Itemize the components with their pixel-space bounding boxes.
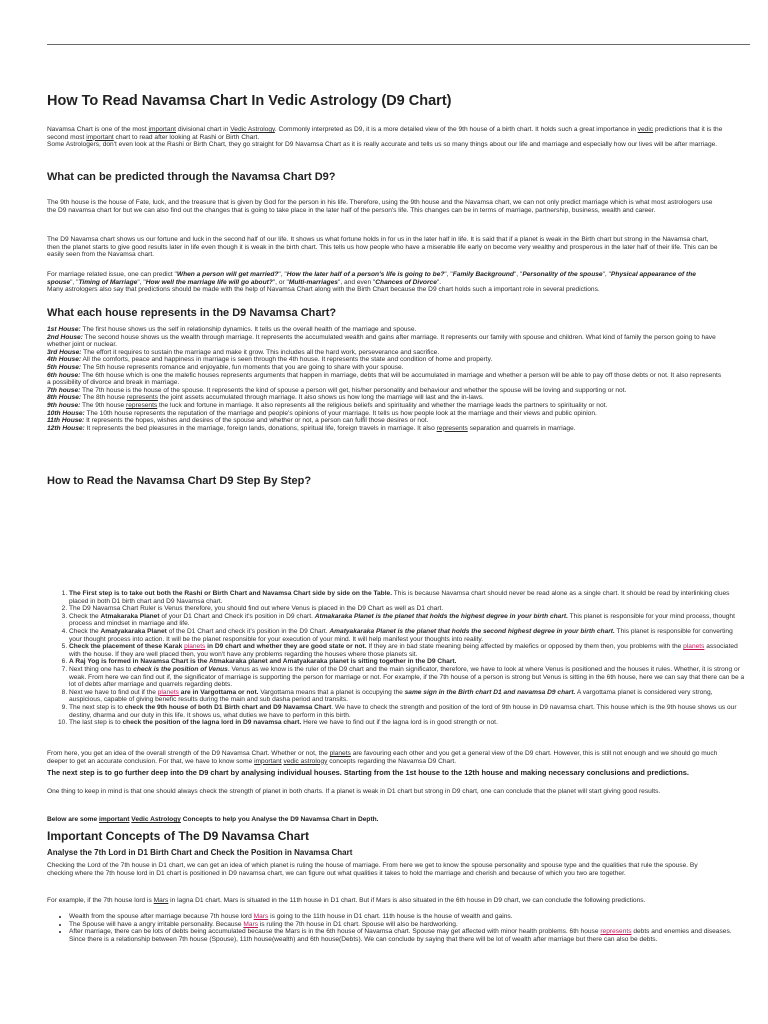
house-text: The 7th house is the house of the spouse. It represents the kind of spouse a person will get, his/her personality and behaviour and whether the spouse will be loving and supporting or not. [80, 386, 627, 394]
intro-text: chart to read after looking at Rashi or Birth Chart. [113, 133, 260, 141]
house-label: 6th house: [47, 371, 81, 379]
step-text: of your D1 Chart and Check it's position in D9 chart. [159, 612, 315, 620]
text: Below are some [47, 816, 100, 823]
step-10 [69, 719, 745, 727]
paragraph-example-mars [47, 897, 723, 905]
step-text: A vargottama planet is considered very strong, auspicious, capable of giving benefic results during the main and sub dasha period and transits. [69, 688, 713, 704]
link-important-2[interactable]: important [86, 133, 114, 141]
link-vedic-astrology[interactable]: Vedic Astrology [131, 816, 181, 823]
house-text: The second house shows us the wealth through marriage. It represents the accumulated wealth and gains after marriage. It represents our family with spouse and children. What kind of family the person going to have whether joint or nuclear. [47, 333, 716, 349]
step-text: Vargottama means that a planet is occupying the [258, 688, 405, 696]
step-9 [69, 704, 745, 719]
step-bold-italic: same sign in the Birth chart D1 and navamsa D9 chart. [404, 688, 576, 696]
house-label: 2nd House: [47, 333, 83, 341]
house-label: 4th House: [47, 356, 82, 364]
text: Wealth from the spouse after marriage because 7th house lord [69, 913, 254, 920]
link-planets[interactable]: planets [329, 750, 351, 757]
paragraph-marriage-issues: For marriage related issue, one can predict "When a person will get married?", "How the later half of a person's life is going to be?", "Family Background", "Personality of the spouse", "Physical appearance of the spouse", "Timing of Marriage", "How well the marriage life will go about?", or "Multi-marriages", and even "Chances of Divorce". Many astrologers also say that predictions should be made with the help of Navamsa Chart along with the Birth Chart because the D9 chart holds such a important role in several predictions. [47, 271, 696, 294]
paragraph-below-concepts [47, 816, 723, 824]
text: in lagna D1 chart. Mars is situated in the 11th house in D1 chart. But if Mars is also situated in the 6th house in D9 chart, we can conclude the following predictions. [168, 897, 646, 904]
step-bold: check is the position of Venus [133, 665, 228, 673]
link-important[interactable]: important [148, 126, 177, 133]
step-bold: A Raj Yog is formed in Navamsa Chart is the Atmakaraka planet and Amatyakaraka planet is sitting together in the D9 Chart. [69, 658, 457, 666]
link-mars[interactable]: Mars [253, 913, 269, 920]
house-label: 8th House: [47, 394, 82, 402]
question: Family Background [452, 271, 514, 278]
question: When a person will get married? [176, 271, 279, 278]
house-label: 7th house: [47, 386, 81, 394]
house-label: 5th House: [47, 363, 82, 371]
text: Many astrologers also say that predictions should be made with the help of Navamsa Chart along with the Birth Chart because the D9 chart holds such a important role in several predictions. [47, 286, 600, 294]
step-bold: in D9 chart and whether they are good state or not. [205, 643, 367, 651]
link-represents[interactable]: represents [436, 424, 468, 432]
link-mars[interactable]: Mars [153, 897, 169, 904]
link-planets[interactable]: planets [157, 688, 179, 696]
intro-text-2: Some Astrologers, don't even look at the Rashi or Birth Chart, they go straight for D9 Navamsa Chart as it is really accurate and tells us so many things about our life and marriage and especially how our lives will be after marriage. [47, 141, 718, 149]
section-heading-houses: What each house represents in the D9 Navamsa Chart? [47, 307, 337, 319]
house-label: 1st House: [47, 326, 81, 333]
step-text: Check the [69, 612, 101, 620]
intro-text: Navamsa Chart is one of the most [47, 126, 149, 133]
house-text: The 8th house [81, 394, 127, 402]
paragraph-7th-lord: Checking the Lord of the 7th house in D1 chart, we can get an idea of which planet is ruling the house of marriage. From here we get to know the spouse personality and spouse type and the qualities that rule the spouse. By checking where the 7th house lord in D1 chart is positioned in D9 navamsa chart, we can figure out what qualities it takes to hold the marriage and cherish and because of which you two are together. [47, 862, 698, 877]
link-planets[interactable]: planets [184, 643, 206, 651]
page-title: How To Read Navamsa Chart In Vedic Astrology (D9 Chart) [47, 93, 452, 109]
step-text: associated with the house. If they are well placed then, you won't have any problems regarding the houses where those planets sit. [69, 643, 738, 658]
house-2 [47, 334, 723, 349]
question: Chances of Divorce [375, 278, 437, 286]
link-represents[interactable]: represents [600, 928, 632, 936]
house-text: The 10th house represents the reputation of the marriage and people's opinions of your marriage. It tells us how people look at the marriage and their views and public opinion. [84, 409, 597, 417]
house-text: It represents the hopes, wishes and desires of the spouse and whether or not, a person can fulfil those desires or not. [84, 417, 429, 425]
house-label: 9th house: [47, 401, 81, 409]
house-8 [47, 394, 723, 402]
house-12 [47, 425, 723, 433]
step-bold: The First step is to take out both the Rashi or Birth Chart and Navamsa Chart side by side on the Table. [69, 590, 393, 597]
house-label: 10th House: [47, 409, 85, 417]
section-heading-predict: What can be predicted through the Navamsa Chart D9? [47, 171, 336, 183]
house-text: The 5th house represents romance and enjoyable, fun moments that you are going to share with your spouse. [81, 363, 404, 371]
house-text: All the comforts, peace and happiness in marriage is seen through the 4th house. It represents the state and condition of home and property. [81, 356, 493, 364]
house-10 [47, 410, 723, 418]
house-text: The 9th house [80, 401, 127, 409]
step-6 [69, 658, 745, 666]
house-label: 12th House: [47, 424, 85, 432]
house-text: separation and quarrels in marriage. [467, 424, 576, 432]
house-9 [47, 402, 723, 410]
prediction-2 [69, 921, 745, 929]
link-vedic-astrology[interactable]: Vedic Astrology [230, 126, 275, 133]
house-text: It represents the bed pleasures in the marriage, foreign lands, donations, spiritual life, foreign travels in marriage. It also [84, 424, 437, 432]
text: are favouring each other and you get a general view of the D9 chart. However, this is still not enough and we should go much deeper to get an accurate conclusion. For that, we have to know some [47, 750, 718, 765]
question: Multi-marriages [288, 278, 338, 286]
step-text: The D9 Navamsa Chart Ruler is Venus therefore, you should find out where Venus is placed in the D9 Chart as well as D1 chart. [69, 605, 444, 613]
question: Personality of the spouse [522, 271, 603, 278]
step-text: If they are in bad state meaning being affected by malefics or opposed by them then, you problems with the [366, 643, 684, 651]
text: From here, you get an idea of the overall strength of the D9 Navamsa Chart. Whether or not, the [47, 750, 330, 757]
house-text: the joint assets accumulated through marriage. It also shows us how long the marriage will last and the in-laws. [157, 394, 484, 402]
step-4 [69, 628, 745, 643]
house-text: The 6th house which is one the malefic houses represents arguments that happen in marriage, debts that will be accumulated in marriage and whether a person will be able to pay off those debts or not. It also represents a possibility of divorce and break in marriage. [47, 371, 722, 387]
link-vedic[interactable]: vedic [637, 126, 654, 133]
text: After marriage, there can be lots of debts being accumulated because the Mars is in the 6th house of Navamsa chart. Spouse may get affected with minor health problems. 6th house [69, 928, 601, 936]
paragraph-next-step: The next step is to go further deep into the D9 chart by analysing individual houses. Starting from the 1st house to the 12th house and making necessary conclusions and predictions. [47, 768, 689, 777]
step-bold: are in Vargottama or not. [178, 688, 259, 696]
house-label: 11th House: [47, 417, 85, 425]
text: concepts regarding the Navamsa D9 Chart. [327, 757, 457, 765]
section-heading-step-by-step: How to Read the Navamsa Chart D9 Step By Step? [47, 475, 312, 487]
step-bold: check the 9th house of both D1 Birth chart and D9 Navamsa Chart [124, 703, 332, 711]
step-8 [69, 689, 745, 704]
step-7 [69, 666, 745, 689]
question: How the later half of a person's life is going to be? [286, 271, 445, 278]
step-text: The next step is to [69, 703, 125, 711]
section-heading-important-concepts: Important Concepts of The D9 Navamsa Chart [47, 829, 310, 843]
text: debts and enemies and diseases. Since there is a relationship between 7th house (Spouse), 11th house(wealth) and 6th house(Debts). We can conclude by saying that there will be lot of wealth after marriage but there can also be debts. [69, 928, 732, 943]
steps-list [47, 590, 745, 727]
link-planets[interactable]: planets [683, 643, 705, 651]
step-text: This planet is responsible for converting your thought process into action. It will be the planet responsible for your execution of your mind. It will help manifest your thoughts into reality. [69, 627, 733, 643]
step-bold: Check the placement of these Karak [69, 643, 185, 651]
text: Concepts to help you Analyse the D9 Navamsa Chart in Depth. [180, 816, 379, 823]
text: For marriage related issue, one can predict " [47, 271, 177, 278]
intro-text: divisional chart in [176, 126, 231, 133]
step-text: This is because Navamsa chart should never be read alone as a single chart. It should be read by interlinking clues placed in both D1 birth chart and D9 Navamsa chart. [69, 590, 730, 605]
house-label: 3rd House: [47, 348, 82, 356]
prediction-1 [69, 913, 745, 921]
step-text: . We have to check the strength and position of the lord of 9th house in D9 navamsa chart. This house which is the 9th house shows us our destiny, dharma and our duty in this life. It shows us, what duties we have to perform in this birth. [69, 703, 737, 719]
house-text: the luck and fortune in marriage. It also represents all the religious beliefs and spirituality and whether the marriage leads the partners to spirituality or not. [157, 401, 608, 409]
step-text: . Venus as we know is the ruler of the D9 chart and the main significator, therefore, we have to look at where Venus is positioned and the houses it rules. Whether, it is strong or weak. From here we can find out if, the significator of marriage is supporting the person for marriage or not. For example, if the 7th house of a person is strong but Venus is sitting in the 6th house, here we can say that there can be a lot of debts after marriage and quarrels regarding debts. [69, 665, 745, 689]
step-3 [69, 613, 745, 628]
house-5 [47, 364, 723, 372]
step-text: Next we have to find out if the [69, 688, 158, 696]
paragraph-one-thing: One thing to keep in mind is that one should always check the strength of planet in both charts. If a planet is weak in D1 chart but strong in D9 chart, one can conclude that the planet will start giving good results. [47, 788, 661, 795]
step-text: Next thing one has to [69, 665, 134, 673]
link-important[interactable]: important [254, 757, 282, 765]
house-text: The effort it requires to sustain the marriage and make it grow. This includes all the hard work, perseverance and sacrifice. [81, 348, 440, 356]
step-bold: check the position of the lagna lord in D9 navamsa chart. [122, 719, 302, 727]
step-text: Here we have to find out if the lagna lord is in good strength or not. [301, 719, 498, 727]
prediction-3 [69, 928, 745, 943]
house-text: The first house shows us the self in relationship dynamics. It tells us the overall health of the marriage and spouse. [80, 326, 417, 333]
text: For example, if the 7th house lord is [47, 897, 154, 904]
step-1 [69, 590, 745, 605]
link-mars[interactable]: Mars [243, 920, 258, 928]
text: is going to the 11th house in D1 chart. 11th house is the house of wealth and gains. [268, 913, 513, 920]
house-1 [47, 326, 723, 334]
question: Physical appearance of the spouse [47, 271, 696, 286]
link-vedic-astrology[interactable]: vedic astrology [283, 757, 328, 765]
link-important[interactable]: important [99, 816, 130, 823]
step-text: Check the [69, 627, 101, 635]
step-bold: Amatyakaraka Planet [100, 627, 167, 635]
house-3 [47, 349, 723, 357]
houses-list [47, 326, 723, 432]
text: is ruling the 7th house in D1 chart. Spouse will also be hardworking. [258, 920, 458, 928]
intro-text: . Commonly interpreted as D9, it is a more detailed view of the 9th house of a birth chart. It holds such a great importance in [274, 126, 638, 133]
link-represents[interactable]: represents [126, 394, 158, 402]
question: Timing of Marriage [78, 278, 138, 286]
paragraph-fortune: The D9 Navamsa chart shows us our fortune and luck in the second half of our life. It shows us what fortune holds in for us in the later half in life. It is said that if a planet is weak in the Birth chart but strong in the Navamsa chart, then the planet starts to give good results later in life even though it is weak in the birth chart. This tells us how people who have a miserable life early on become very wealthy and prosperous in the later half of their life. This can be easily seen from the Navamsa chart. [47, 236, 718, 259]
top-divider [47, 44, 750, 45]
predictions-list [47, 913, 745, 943]
step-text: of the D1 Chart and check it's position in the D9 Chart. [166, 627, 330, 635]
paragraph-overall-strength [47, 750, 723, 765]
subheading-7th-lord: Analyse the 7th Lord in D1 Birth Chart and Check the Position in Navamsa Chart [47, 848, 353, 857]
house-6 [47, 372, 723, 387]
step-text: This planet is responsible for your mind process, thought process and mindset in marriage and life. [69, 612, 735, 628]
paragraph-9th-house: The 9th house is the house of Fate, luck, and the treasure that is given by God for the person in his life. Therefore, using the 9th house and the Navamsa chart, we can not only predict marriage which is what most astrologers use the D9 navamsa chart for but we can also find out the changes that is going to take place in the later half of the person's life. This changes can be in terms of marriage, partnership, business, wealth and career. [47, 199, 713, 214]
link-represents[interactable]: represents [126, 401, 158, 409]
step-5 [69, 643, 745, 658]
step-text: The last step is to [69, 719, 123, 727]
step-2 [69, 605, 745, 613]
step-bold: Atmakaraka Planet [100, 612, 160, 620]
question: How well the marriage life will go about? [145, 278, 273, 286]
house-11 [47, 417, 723, 425]
intro-text: predictions that it is the second most [47, 126, 723, 141]
step-bold-italic: Atmakaraka Planet is the planet that holds the highest degree in your birth chart. [314, 612, 568, 620]
text: The Spouse will have a angry irritable personality. Because [69, 920, 244, 928]
house-7 [47, 387, 723, 395]
house-4 [47, 356, 723, 364]
step-bold-italic: Amatyakaraka Planet is the planet that holds the second highest degree in your birth chart. [329, 627, 615, 635]
intro-paragraph [47, 126, 723, 149]
